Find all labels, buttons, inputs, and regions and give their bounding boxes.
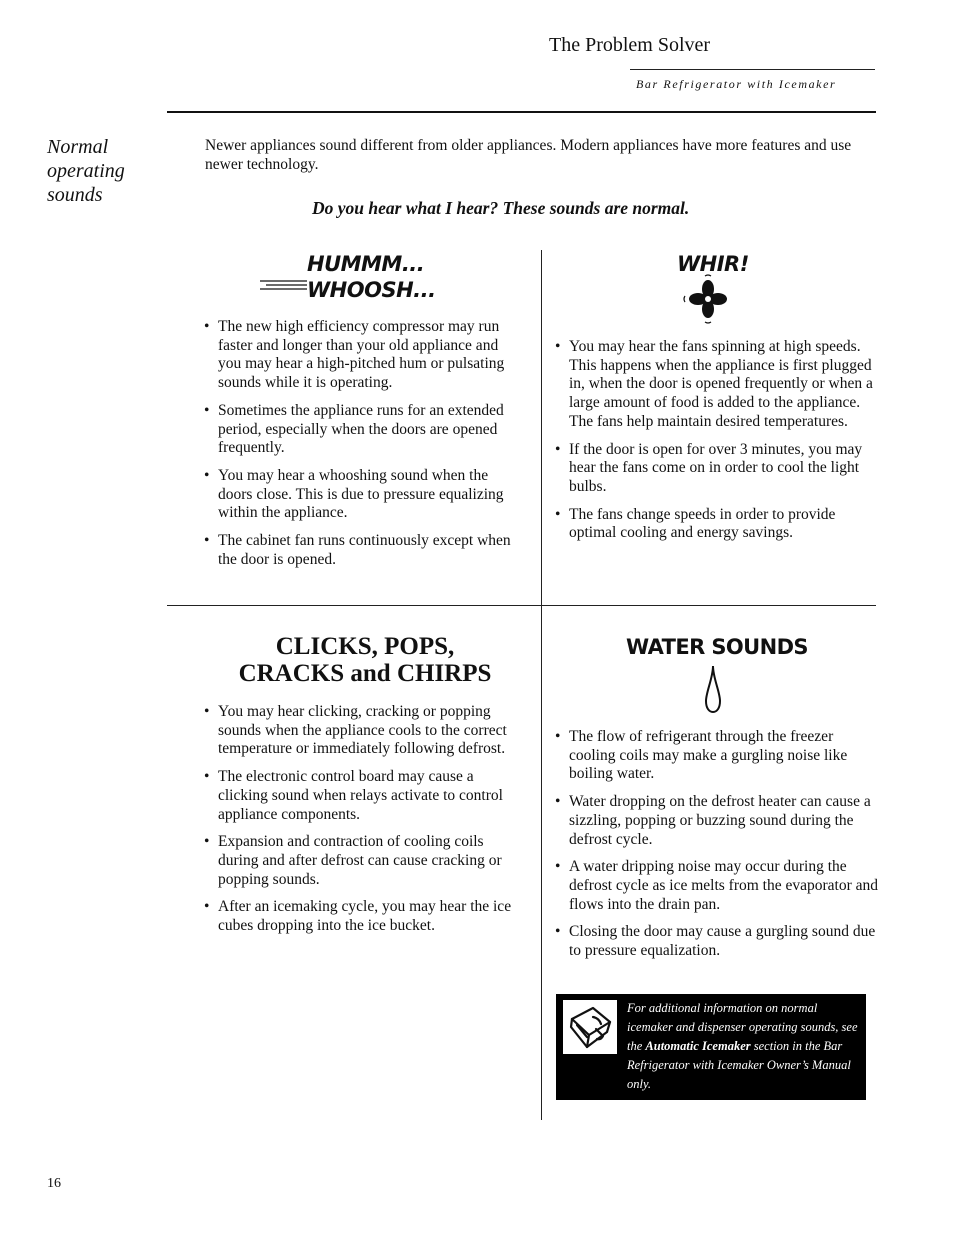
note-text bbox=[627, 999, 863, 1094]
top-divider bbox=[167, 111, 876, 113]
list-item: • The new high efficiency compressor may run faster and longer than your old appliance and you may hear a high-pitched hum or pulsating sounds while it is operating. bbox=[204, 318, 524, 393]
page-header-subtitle: Bar Refrigerator with Icemaker bbox=[636, 77, 837, 91]
note-text-bold: Automatic Icemaker bbox=[645, 1039, 751, 1053]
whoosh-lines-icon bbox=[258, 278, 308, 292]
list-item: • The flow of refrigerant through the freezer cooling coils may make a gurgling noise like boiling water. bbox=[555, 728, 880, 784]
hum-bullet-list bbox=[204, 318, 524, 578]
hum-title bbox=[307, 251, 436, 303]
note-text-after: section in the Bar Refrigerator with Icemaker Owner’s Manual only. bbox=[627, 1039, 851, 1091]
list-item: • A water dripping noise may occur during the defrost cycle as ice melts from the evaporator and flows into the drain pan. bbox=[555, 858, 880, 914]
hum-title-line2: WHOOSH... bbox=[307, 278, 436, 302]
note-text-before: For additional information on normal icemaker and dispenser operating sounds, see the bbox=[627, 1001, 858, 1053]
whir-bullet-list bbox=[555, 338, 880, 552]
column-divider-bottom bbox=[541, 606, 542, 1120]
list-item: • You may hear clicking, cracking or popping sounds when the appliance cools to the correct temperature or immediately following defrost. bbox=[204, 703, 526, 759]
list-item: • Water dropping on the defrost heater can cause a sizzling, popping or buzzing sound during the defrost cycle. bbox=[555, 793, 880, 849]
clicks-title bbox=[195, 633, 535, 687]
whir-title: WHIR! bbox=[677, 252, 749, 276]
manual-book-icon bbox=[563, 1000, 617, 1054]
page-header-title: The Problem Solver bbox=[549, 34, 711, 56]
clicks-title-line2: CRACKS and CHIRPS bbox=[238, 660, 492, 687]
header-divider bbox=[630, 69, 875, 70]
list-item: • The fans change speeds in order to provide optimal cooling and energy savings. bbox=[555, 506, 880, 543]
list-item: • Sometimes the appliance runs for an extended period, especially when the doors are opened frequently. bbox=[204, 402, 524, 458]
list-item: • Closing the door may cause a gurgling sound due to pressure equalization. bbox=[555, 923, 880, 960]
water-drop-icon bbox=[703, 664, 723, 714]
list-item: • You may hear a whooshing sound when the doors close. This is due to pressure equalizing within the appliance. bbox=[204, 467, 524, 523]
list-item: • You may hear the fans spinning at high speeds. This happens when the appliance is first plugged in, when the door is opened frequently or when a large amount of food is added to the appliance. The fans help maintain desired temperatures. bbox=[555, 338, 880, 432]
row-divider bbox=[167, 605, 876, 606]
list-item: • If the door is open for over 3 minutes, you may hear the fans come on in order to cool the light bulbs. bbox=[555, 441, 880, 497]
hum-title-line1: HUMMM... bbox=[307, 252, 425, 276]
water-bullet-list bbox=[555, 728, 880, 970]
clicks-bullet-list bbox=[204, 703, 526, 945]
list-item: • Expansion and contraction of cooling coils during and after defrost can cause cracking or popping sounds. bbox=[204, 833, 526, 889]
list-item: • After an icemaking cycle, you may hear the ice cubes dropping into the ice bucket. bbox=[204, 898, 526, 935]
water-title: WATER SOUNDS bbox=[626, 635, 808, 659]
column-divider-top bbox=[541, 250, 542, 606]
page-number: 16 bbox=[47, 1176, 61, 1191]
clicks-title-line1: CLICKS, POPS, bbox=[275, 633, 455, 660]
section-subheading: Do you hear what I hear? These sounds are normal. bbox=[312, 198, 690, 218]
list-item: • The electronic control board may cause a clicking sound when relays activate to control appliance components. bbox=[204, 768, 526, 824]
section-side-heading: Normal operating sounds bbox=[47, 136, 125, 206]
section-intro: Newer appliances sound different from older appliances. Modern appliances have more features and use newer technology. bbox=[205, 137, 852, 173]
fan-icon bbox=[683, 274, 733, 324]
list-item: • The cabinet fan runs continuously except when the door is opened. bbox=[204, 532, 524, 569]
